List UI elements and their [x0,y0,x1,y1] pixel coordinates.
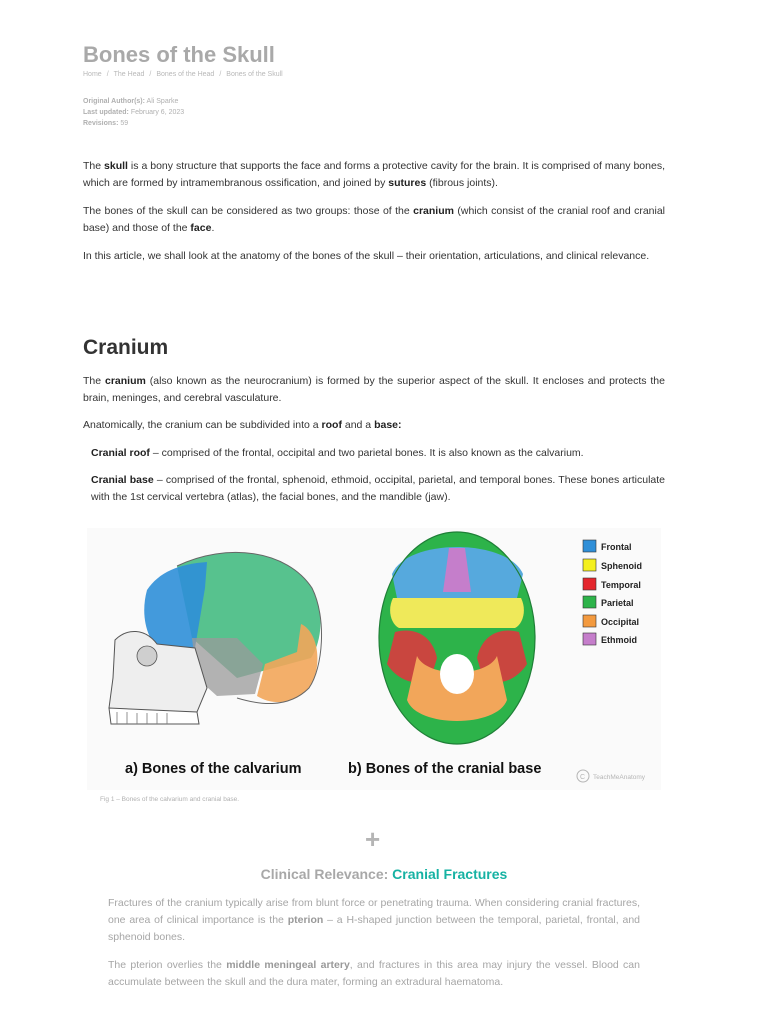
term-middle-meningeal-artery: middle meningeal artery [226,959,350,971]
watermark-text: TeachMeAnatomy [593,774,646,781]
term-face: face [190,222,212,234]
clinical-relevance-title[interactable]: Clinical Relevance: Cranial Fractures [260,866,508,882]
cranial-base-illustration [379,532,535,744]
teachmeanatomy-logo [577,770,646,782]
article-meta [83,96,184,129]
calvarium-illustration [109,552,322,724]
figure-label-b: b) Bones of the cranial base [348,761,542,777]
legend-label-sphenoid: Sphenoid [601,561,642,571]
author-link[interactable]: Ali Sparke [146,98,179,105]
term-cranial-roof: Cranial roof [91,447,150,459]
cranium-paragraph-1: The cranium (also known as the neurocranium) is formed by the superior aspect of the skull. It encloses and protects the brain, meninges, and cerebral vasculature. [83,375,665,404]
revisions-label: Revisions: [83,120,119,127]
term-sutures: sutures [388,177,427,189]
updated-label: Last updated: [83,109,129,116]
legend-label-parietal: Parietal [601,598,634,608]
intro-paragraph-3: In this article, we shall look at the anatomy of the bones of the skull – their orientation, articulations, and clinical relevance. [83,250,650,262]
author-label: Original Author(s): [83,98,145,105]
legend-label-frontal: Frontal [601,542,632,552]
legend-label-ethmoid: Ethmoid [601,635,637,645]
legend-item-occipital [583,615,639,627]
figure-caption: Fig 1 – Bones of the calvarium and cranial base. [100,796,240,803]
legend-item-parietal [583,596,634,608]
legend-swatch-parietal [583,596,596,608]
breadcrumb: Home / The Head / Bones of the Head / Bones of the Skull [83,71,283,78]
breadcrumb-current: Bones of the Skull [226,71,283,78]
term-pterion: pterion [287,914,324,926]
clinical-paragraph-1: Fractures of the cranium typically arise from blunt force or penetrating trauma. When considering cranial fractures, one area of clinical importance is the pterion – a H-shaped junction between the temporal, parietal, frontal, and sphenoid bones. [108,897,641,943]
term-cranial-base: Cranial base [91,474,154,486]
legend-swatch-frontal [583,540,596,552]
page-title: Bones of the Skull [83,42,275,67]
legend-swatch-temporal [583,578,596,590]
term-roof: roof [321,419,342,431]
legend-swatch-sphenoid [583,559,596,571]
revisions-count[interactable]: 59 [120,120,129,127]
clinical-relevance-accent: Cranial Fractures [392,866,508,882]
svg-text:C: C [580,774,586,781]
breadcrumb-home[interactable]: Home [83,71,102,78]
term-cranium-2: cranium [104,375,146,387]
cranial-roof-item: Cranial roof – comprised of the frontal, occipital and two parietal bones. It is also known as the calvarium. [91,447,584,459]
expand-plus-icon[interactable]: + [365,824,381,854]
legend-item-ethmoid [583,633,637,645]
section-heading-cranium: Cranium [83,336,169,359]
breadcrumb-bones-of-the-head[interactable]: Bones of the Head [156,71,215,78]
term-skull: skull [104,160,128,172]
legend-swatch-ethmoid [583,633,596,645]
legend-item-sphenoid [583,559,642,571]
term-base: base: [374,419,402,431]
skull-figure-image [87,528,661,790]
legend-label-temporal: Temporal [601,580,641,590]
legend-item-temporal [583,578,641,590]
legend-item-frontal [583,540,632,552]
clinical-paragraph-2: The pterion overlies the middle meningeal artery, and fractures in this area may injury the vessel. Blood can accumulate between the skull and the dura mater, forming an extradural haematoma. [108,959,640,988]
intro-paragraph-2: The bones of the skull can be considered as two groups: those of the cranium (which consist of the cranial roof and cranial base) and those of the face. [83,205,666,234]
intro-paragraph-1: The skull is a bony structure that supports the face and forms a protective cavity for the brain. It is comprised of many bones, which are formed by intramembranous ossification, and joined by sutures (fibrous joints). [83,160,665,189]
legend-swatch-occipital [583,615,596,627]
breadcrumb-the-head[interactable]: The Head [113,71,145,78]
updated-date: February 6, 2023 [130,109,185,116]
cranial-base-item: Cranial base – comprised of the frontal, sphenoid, ethmoid, occipital, parietal, and temporal bones. These bones articulate with the 1st cervical vertebra (atlas), the facial bones, and the mandible (jaw). [91,474,665,503]
legend-label-occipital: Occipital [601,617,640,627]
cranium-paragraph-2: Anatomically, the cranium can be subdivided into a roof and a base: [83,419,402,431]
figure-legend [583,540,642,645]
term-cranium: cranium [413,205,454,217]
skull-figure [87,528,661,790]
figure-label-a: a) Bones of the calvarium [125,761,302,777]
